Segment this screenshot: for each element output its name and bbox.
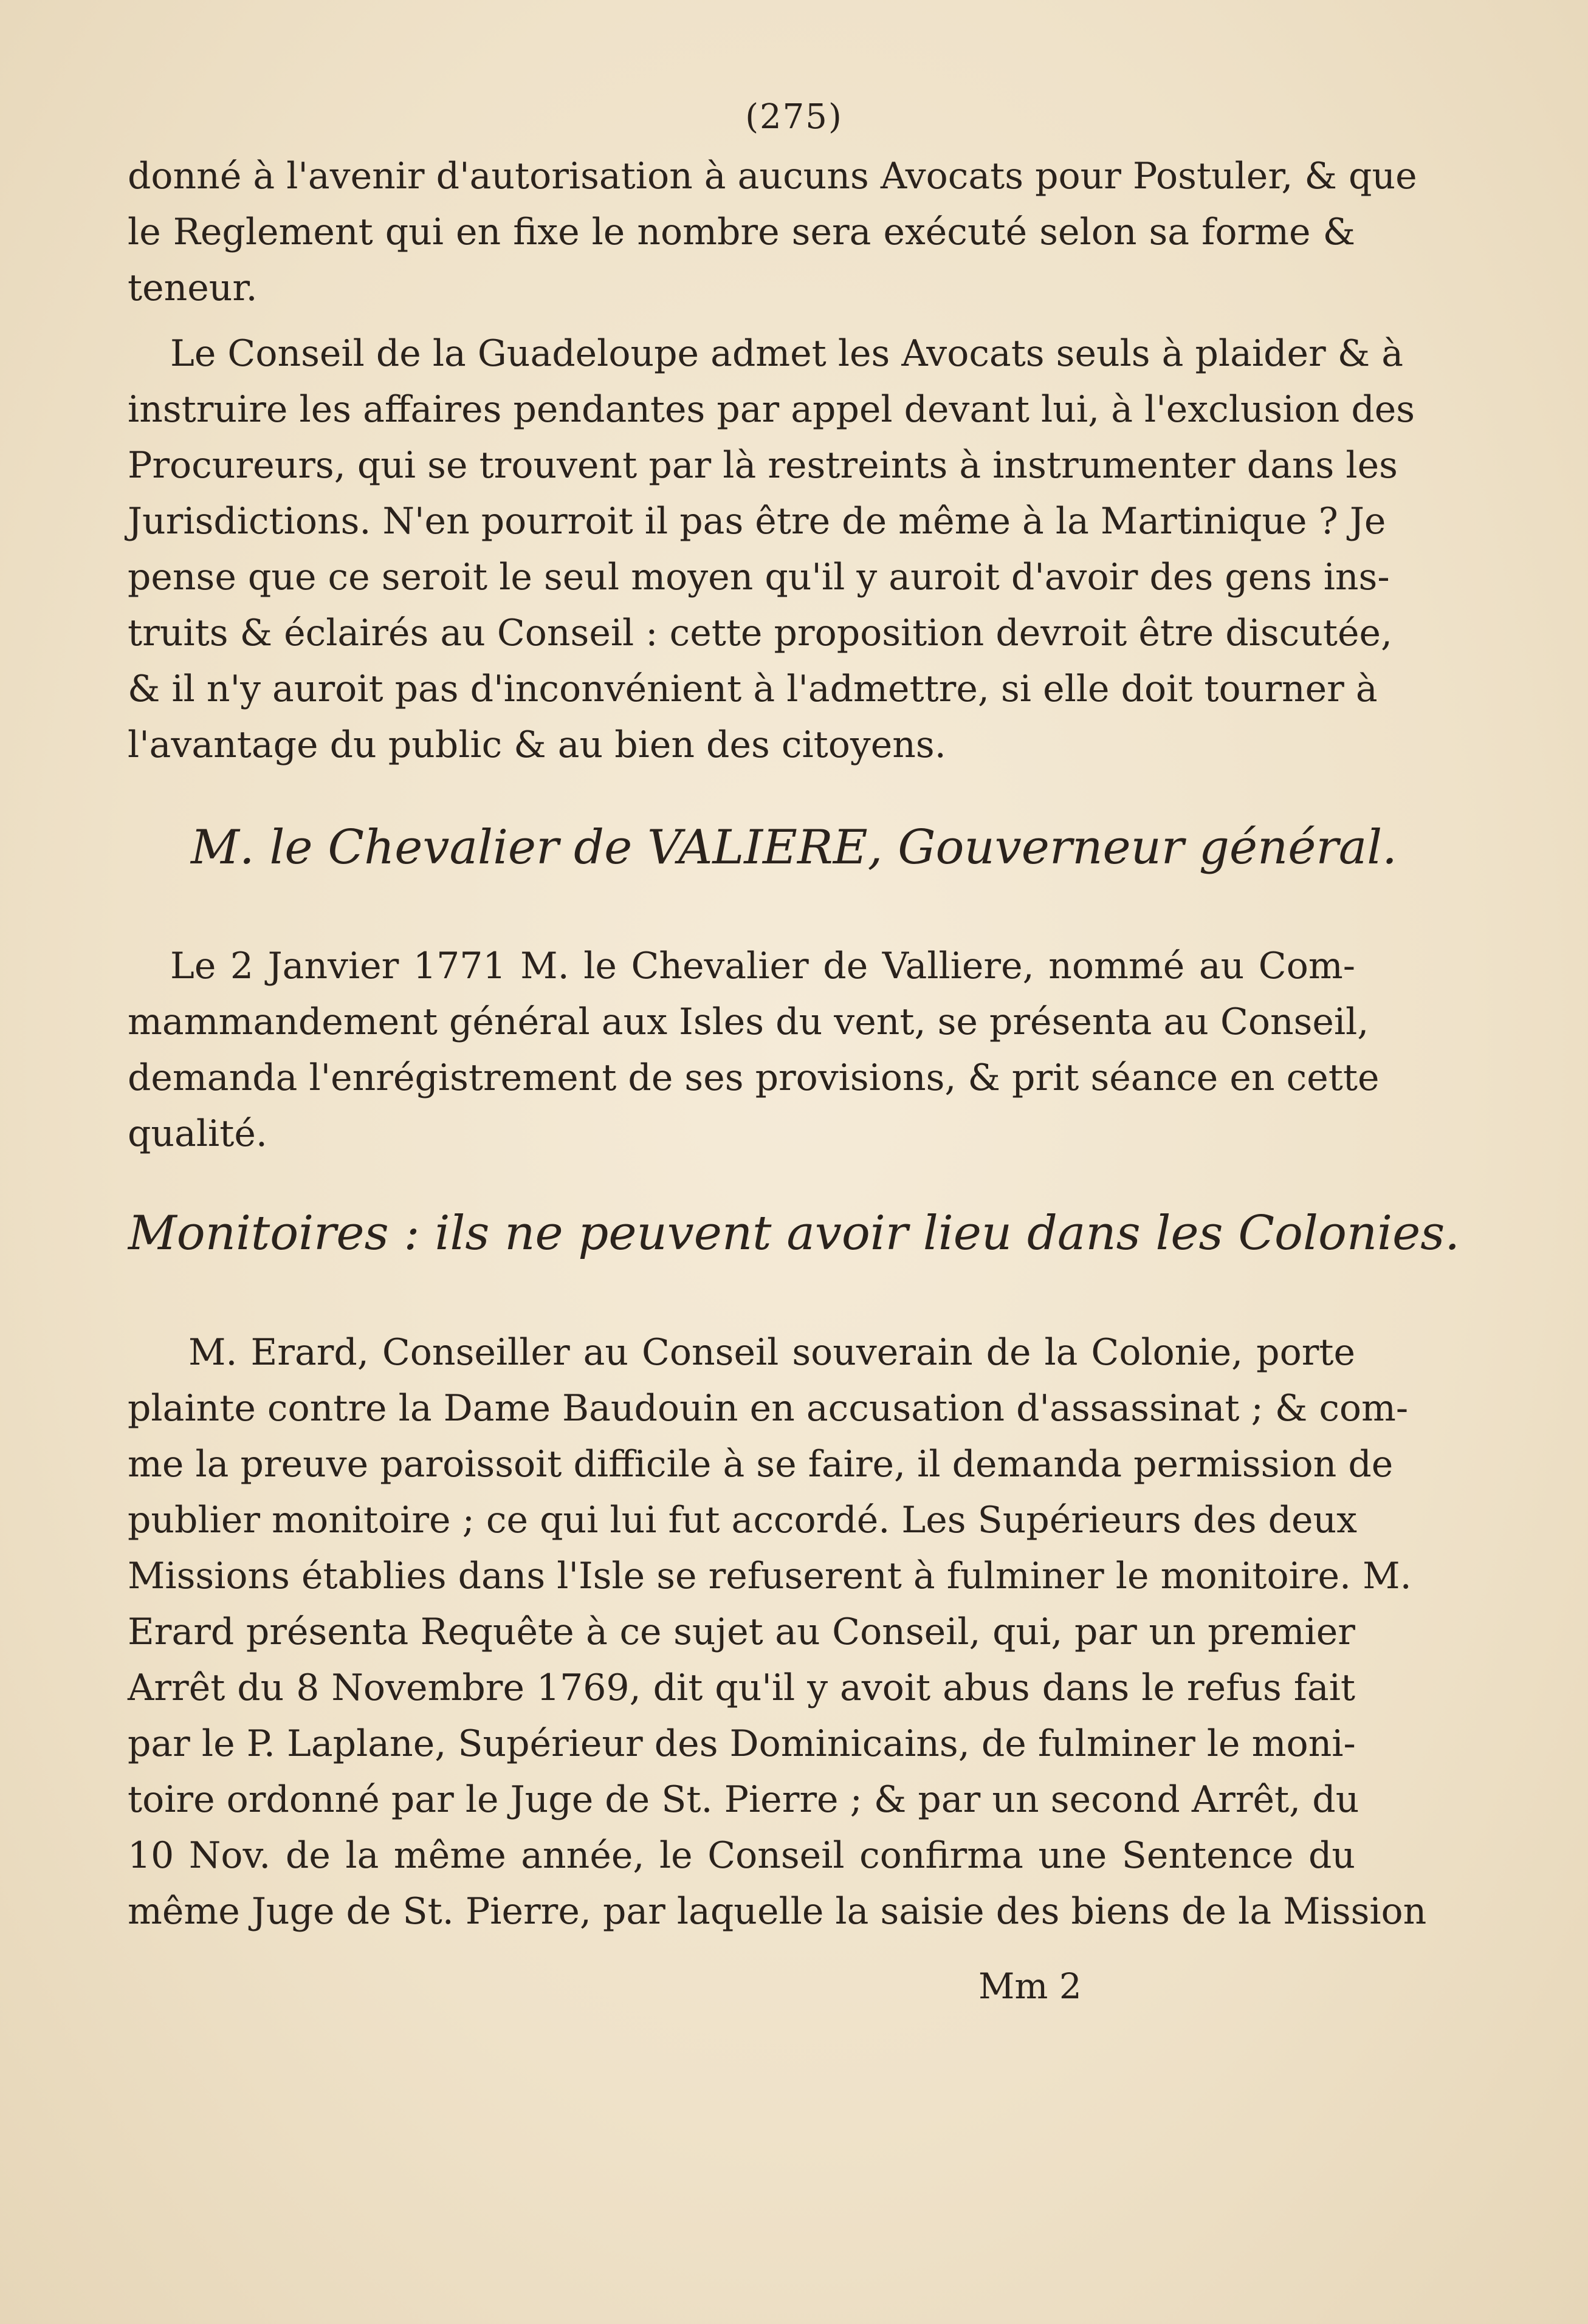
text-line: toire ordonné par le Juge de St. Pierre ; & par un second Arrêt, du	[128, 1778, 1359, 1821]
text-line: Procureurs, qui se trouvent par là restreints à instrumenter dans les	[128, 444, 1398, 487]
text-line: même Juge de St. Pierre, par laquelle la saisie des biens de la Mission	[128, 1890, 1427, 1933]
text-line: Le Conseil de la Guadeloupe admet les Avocats seuls à plaider & à	[170, 332, 1403, 375]
text-line: Arrêt du 8 Novembre 1769, dit qu'il y avoit abus dans le refus fait	[128, 1667, 1355, 1709]
text-line: plainte contre la Dame Baudouin en accusation d'assassinat ; & com-	[128, 1387, 1409, 1430]
text-line: 10 Nov. de la même année, le Conseil confirma une Sentence du	[128, 1834, 1355, 1877]
text-line: mammandement général aux Isles du vent, se présenta au Conseil,	[128, 1001, 1369, 1043]
text-line: l'avantage du public & au bien des citoyens.	[128, 724, 946, 766]
text-line: publier monitoire ; ce qui lui fut accordé. Les Supérieurs des deux	[128, 1499, 1358, 1541]
text-line: me la preuve paroissoit difficile à se faire, il demanda permission de	[128, 1443, 1394, 1486]
text-line: par le P. Laplane, Supérieur des Dominicains, de fulminer le moni-	[128, 1722, 1356, 1765]
section-heading: M. le Chevalier de VALIERE, Gouverneur général.	[191, 820, 1397, 875]
catchword: Mm 2	[978, 1966, 1082, 2007]
text-line: truits & éclairés au Conseil : cette proposition devroit être discutée,	[128, 612, 1393, 654]
text-line: qualité.	[128, 1112, 267, 1155]
text-line: le Reglement qui en fixe le nombre sera exécuté selon sa forme &	[128, 211, 1355, 253]
page-number: (275)	[745, 97, 843, 137]
text-line: Jurisdictions. N'en pourroit il pas être de même à la Martinique ? Je	[128, 500, 1386, 543]
text-line: M. Erard, Conseiller au Conseil souverain de la Colonie, porte	[188, 1331, 1355, 1374]
text-line: teneur.	[128, 267, 258, 309]
section-heading: Monitoires : ils ne peuvent avoir lieu dans les Colonies.	[128, 1206, 1460, 1261]
text-line: Missions établies dans l'Isle se refuserent à fulminer le monitoire. M.	[128, 1555, 1412, 1597]
text-line: instruire les affaires pendantes par appel devant lui, à l'exclusion des	[128, 388, 1415, 431]
text-line: Le 2 Janvier 1771 M. le Chevalier de Valliere, nommé au Com-	[170, 945, 1355, 987]
text-line: Erard présenta Requête à ce sujet au Conseil, qui, par un premier	[128, 1611, 1355, 1653]
text-line: pense que ce seroit le seul moyen qu'il y auroit d'avoir des gens ins-	[128, 556, 1390, 598]
text-line: demanda l'enrégistrement de ses provisions, & prit séance en cette	[128, 1057, 1380, 1099]
text-line: donné à l'avenir d'autorisation à aucuns Avocats pour Postuler, & que	[128, 155, 1417, 197]
text-line: & il n'y auroit pas d'inconvénient à l'admettre, si elle doit tourner à	[128, 668, 1378, 710]
